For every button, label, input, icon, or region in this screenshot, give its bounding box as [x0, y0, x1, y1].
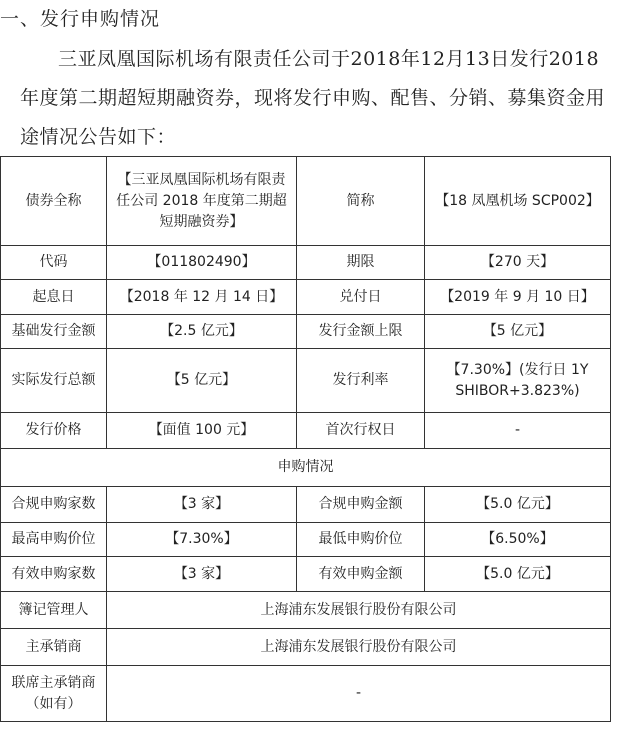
- intro-text: 三亚凤凰国际机场有限责任公司于2018年12月13日发行2018年度第二期超短期融资券，现将发行申购、配售、分销、募集资金用途情况公告如下：: [20, 48, 606, 148]
- subscription-header: 申购情况: [1, 449, 611, 487]
- compliant-count-value: 【3 家】: [107, 487, 297, 523]
- short-name-label: 简称: [297, 157, 425, 246]
- actual-amount-value: 【5 亿元】: [107, 349, 297, 413]
- bookrunner-label: 簿记管理人: [1, 592, 107, 629]
- compliant-count-label: 合规申购家数: [1, 487, 107, 523]
- base-amount-value: 【2.5 亿元】: [107, 315, 297, 349]
- table-row: [1, 666, 611, 722]
- code-label: 代码: [1, 246, 107, 280]
- issue-price-label: 发行价格: [1, 413, 107, 449]
- first-exercise-label: 首次行权日: [297, 413, 425, 449]
- table-row: [1, 449, 611, 487]
- bond-name-label: 债券全称: [1, 157, 107, 246]
- value-date-label: 起息日: [1, 280, 107, 315]
- min-price-label: 最低申购价位: [297, 523, 425, 557]
- issue-rate-value: 【7.30%】(发行日 1Y SHIBOR+3.823%): [425, 349, 611, 413]
- table-row: [1, 280, 611, 315]
- table-row: [1, 629, 611, 666]
- short-name-value: 【18 凤凰机场 SCP002】: [425, 157, 611, 246]
- max-price-value: 【7.30%】: [107, 523, 297, 557]
- lead-underwriter-label: 主承销商: [1, 629, 107, 666]
- table-row: [1, 592, 611, 629]
- code-value: 【011802490】: [107, 246, 297, 280]
- joint-lead-label: 联席主承销商（如有）: [1, 666, 107, 722]
- bond-info-table: [0, 156, 611, 722]
- intro-paragraph: [20, 40, 610, 157]
- first-exercise-value: -: [425, 413, 611, 449]
- redemption-date-label: 兑付日: [297, 280, 425, 315]
- joint-lead-value: -: [107, 666, 611, 722]
- actual-amount-label: 实际发行总额: [1, 349, 107, 413]
- compliant-amount-label: 合规申购金额: [297, 487, 425, 523]
- valid-amount-label: 有效申购金额: [297, 557, 425, 592]
- lead-underwriter-value: 上海浦东发展银行股份有限公司: [107, 629, 611, 666]
- value-date-value: 【2018 年 12 月 14 日】: [107, 280, 297, 315]
- table-row: [1, 246, 611, 280]
- table-row: [1, 413, 611, 449]
- table-row: [1, 349, 611, 413]
- table-row: [1, 315, 611, 349]
- table-row: [1, 487, 611, 523]
- bookrunner-value: 上海浦东发展银行股份有限公司: [107, 592, 611, 629]
- term-label: 期限: [297, 246, 425, 280]
- redemption-date-value: 【2019 年 9 月 10 日】: [425, 280, 611, 315]
- compliant-amount-value: 【5.0 亿元】: [425, 487, 611, 523]
- table-row: [1, 523, 611, 557]
- term-value: 【270 天】: [425, 246, 611, 280]
- min-price-value: 【6.50%】: [425, 523, 611, 557]
- issue-price-value: 【面值 100 元】: [107, 413, 297, 449]
- table-row: [1, 157, 611, 246]
- base-amount-label: 基础发行金额: [1, 315, 107, 349]
- valid-count-value: 【3 家】: [107, 557, 297, 592]
- bond-name-value: 【三亚凤凰国际机场有限责任公司 2018 年度第二期超短期融资券】: [107, 157, 297, 246]
- table-row: [1, 557, 611, 592]
- section-title: 一、发行申购情况: [0, 8, 161, 30]
- valid-amount-value: 【5.0 亿元】: [425, 557, 611, 592]
- amount-cap-value: 【5 亿元】: [425, 315, 611, 349]
- valid-count-label: 有效申购家数: [1, 557, 107, 592]
- issue-rate-label: 发行利率: [297, 349, 425, 413]
- max-price-label: 最高申购价位: [1, 523, 107, 557]
- amount-cap-label: 发行金额上限: [297, 315, 425, 349]
